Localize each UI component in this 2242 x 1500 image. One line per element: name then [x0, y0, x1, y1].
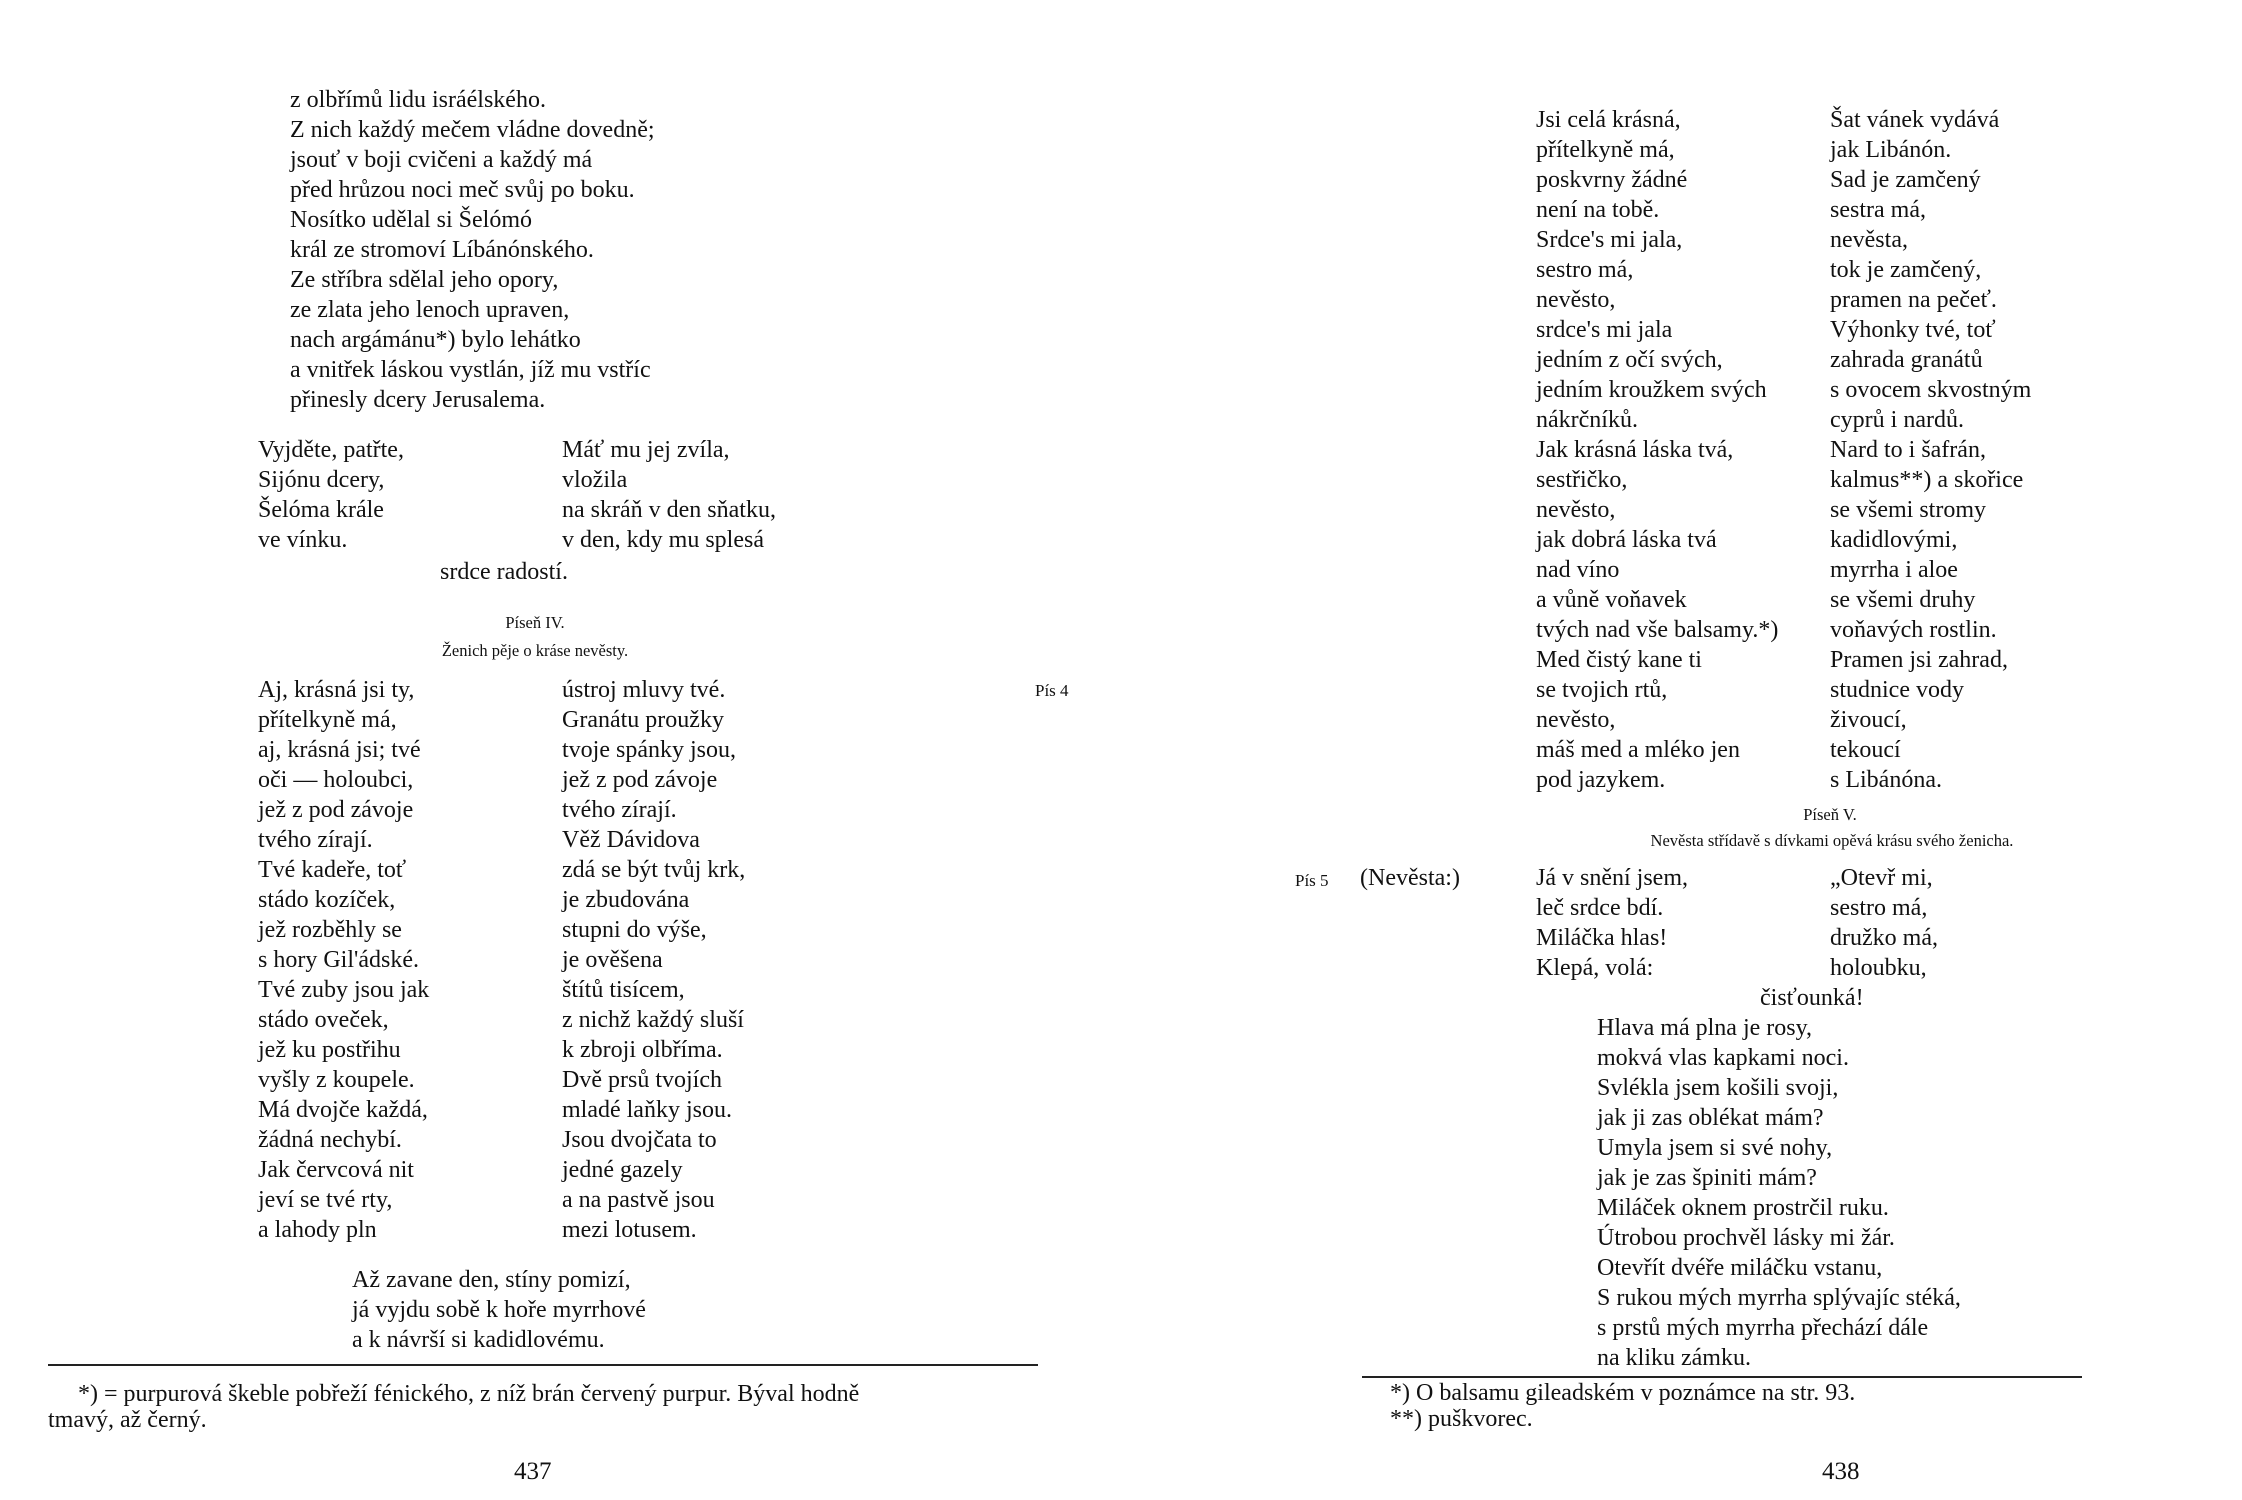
verse-line: z nichž každý sluší — [562, 1007, 744, 1033]
verse-line: jež z pod závoje — [562, 767, 718, 793]
verse-line: Srdce's mi jala, — [1536, 227, 1683, 253]
right-dialog-right-column — [1830, 863, 1938, 983]
left-song-right-column — [562, 675, 745, 1245]
verse-line: není na tobě. — [1536, 197, 1660, 223]
verse-line: na kliku zámku. — [1597, 1345, 1751, 1371]
verse-line: nákrčníků. — [1536, 407, 1638, 433]
verse-line: tvoje spánky jsou, — [562, 737, 736, 763]
verse-line: družko má, — [1830, 925, 1938, 951]
verse-line: Ze stříbra sdělal jeho opory, — [290, 267, 559, 293]
verse-line: jež z pod závoje — [258, 797, 414, 823]
verse-line: Svlékla jsem košili svoji, — [1597, 1075, 1839, 1101]
verse-line: se všemi druhy — [1830, 587, 1976, 613]
song-title-iv: Píseň IV. — [505, 613, 565, 632]
verse-line: Máť mu jej zvíla, — [562, 437, 730, 463]
verse-line: Šelóma krále — [258, 497, 384, 523]
verse-line: nevěsta, — [1830, 227, 1908, 253]
verse-line: nach argámánu*) bylo lehátko — [290, 327, 581, 353]
right-closing-verse — [1597, 1013, 1961, 1373]
verse-line: jež ku postřihu — [258, 1037, 401, 1063]
verse-line: v den, kdy mu splesá — [562, 527, 764, 553]
verse-line: mezi lotusem. — [562, 1217, 697, 1243]
verse-line: vyšly z koupele. — [258, 1067, 415, 1093]
verse-line: Aj, krásná jsi ty, — [258, 677, 415, 703]
verse-line: s ovocem skvostným — [1830, 377, 2032, 403]
verse-line: sestřičko, — [1536, 467, 1628, 493]
footnote-line: tmavý, až černý. — [48, 1407, 207, 1433]
left-stanza-end: srdce radostí. — [440, 559, 568, 585]
verse-line: Až zavane den, stíny pomizí, — [352, 1267, 631, 1293]
left-footnote-rule — [48, 1364, 1038, 1366]
right-dialog-left-column — [1536, 863, 1688, 983]
verse-line: stádo oveček, — [258, 1007, 389, 1033]
verse-line: aj, krásná jsi; tvé — [258, 737, 421, 763]
left-stanza-right-column — [562, 435, 776, 555]
verse-line: Věž Dávidova — [562, 827, 700, 853]
left-footnote — [48, 1381, 860, 1433]
verse-line: cyprů i nardů. — [1830, 407, 1964, 433]
verse-line: s hory Gil'ádské. — [258, 947, 419, 973]
verse-line: stupni do výše, — [562, 917, 707, 943]
verse-line: Jak červcová nit — [258, 1157, 414, 1183]
verse-line: Nosítko udělal si Šelómó — [290, 207, 532, 233]
verse-line: nad víno — [1536, 557, 1620, 583]
verse-line: jak Libánón. — [1830, 137, 1952, 163]
page-number-right: 438 — [1822, 1458, 1860, 1485]
verse-line: štítů tisícem, — [562, 977, 685, 1003]
verse-line: přítelkyně má, — [1536, 137, 1675, 163]
verse-line: jedním z očí svých, — [1536, 347, 1723, 373]
verse-line: ve vínku. — [258, 527, 348, 553]
verse-line: a na pastvě jsou — [562, 1187, 715, 1213]
verse-line: sestro má, — [1830, 895, 1928, 921]
verse-line: Já v snění jsem, — [1536, 865, 1688, 891]
footnote-line: **) puškvorec. — [1390, 1406, 1533, 1432]
verse-line: je ověšena — [562, 947, 663, 973]
verse-line: na skráň v den sňatku, — [562, 497, 776, 523]
verse-line: kalmus**) a skořice — [1830, 467, 2024, 493]
verse-line: Miláčka hlas! — [1536, 925, 1668, 951]
page-number-left: 437 — [514, 1458, 552, 1485]
verse-line: oči — holoubci, — [258, 767, 414, 793]
verse-line: Umyla jsem si své nohy, — [1597, 1135, 1833, 1161]
verse-line: Jsou dvojčata to — [562, 1127, 717, 1153]
verse-line: Hlava má plna je rosy, — [1597, 1015, 1813, 1041]
verse-line: já vyjdu sobě k hoře myrrhové — [352, 1297, 646, 1323]
verse-line: se tvojich rtů, — [1536, 677, 1668, 703]
right-dialog-end: čisťounká! — [1760, 985, 1864, 1011]
verse-line: k zbroji olbříma. — [562, 1037, 723, 1063]
verse-line: Med čistý kane ti — [1536, 647, 1702, 673]
song-subtitle-v: Nevěsta střídavě s dívkami opěvá krásu svého ženicha. — [1650, 831, 2014, 850]
speaker-label: (Nevěsta:) — [1360, 865, 1460, 891]
verse-line: kadidlovými, — [1830, 527, 1958, 553]
verse-line: Jsi celá krásná, — [1536, 107, 1681, 133]
verse-line: před hrůzou noci meč svůj po boku. — [290, 177, 635, 203]
verse-line: holoubku, — [1830, 955, 1927, 981]
song-subtitle-iv: Ženich pěje o kráse nevěsty. — [441, 641, 629, 660]
right-footnote — [1390, 1380, 1855, 1432]
verse-line: Jak krásná láska tvá, — [1536, 437, 1734, 463]
verse-line: a k návrší si kadidlovému. — [352, 1327, 605, 1353]
verse-line: přinesly dcery Jerusalema. — [290, 387, 546, 413]
verse-line: žádná nechybí. — [258, 1127, 402, 1153]
verse-line: stádo kozíček, — [258, 887, 396, 913]
verse-line: Tvé kadeře, toť — [258, 857, 407, 883]
verse-line: voňavých rostlin. — [1830, 617, 1997, 643]
verse-line: Dvě prsů tvojích — [562, 1067, 722, 1093]
left-song-left-column — [258, 675, 429, 1245]
verse-line: studnice vody — [1830, 677, 1964, 703]
verse-line: pod jazykem. — [1536, 767, 1666, 793]
verse-line: tok je zamčený, — [1830, 257, 1982, 283]
verse-line: tvého zírají. — [258, 827, 373, 853]
footnote-line: *) O balsamu gileadském v poznámce na str. 93. — [1390, 1380, 1856, 1406]
margin-note-pis5: Pís 5 — [1295, 871, 1329, 890]
verse-line: z olbřímů lidu isráélského. — [290, 87, 546, 113]
verse-line: s Libánóna. — [1830, 767, 1942, 793]
verse-line: Otevřít dvéře miláčku vstanu, — [1597, 1255, 1883, 1281]
verse-line: „Otevř mi, — [1830, 865, 1933, 891]
verse-line: tvého zírají. — [562, 797, 677, 823]
verse-line: Sijónu dcery, — [258, 467, 385, 493]
verse-line: se všemi stromy — [1830, 497, 1986, 523]
verse-line: nevěsto, — [1536, 497, 1616, 523]
verse-line: živoucí, — [1830, 707, 1907, 733]
verse-line: jsouť v boji cvičeni a každý má — [290, 147, 593, 173]
verse-line: Klepá, volá: — [1536, 955, 1654, 981]
verse-line: sestro má, — [1536, 257, 1634, 283]
verse-line: Miláček oknem prostrčil ruku. — [1597, 1195, 1889, 1221]
verse-line: a vůně voňavek — [1536, 587, 1687, 613]
left-closing-verse — [352, 1265, 646, 1355]
verse-line: myrrha i aloe — [1830, 557, 1958, 583]
left-stanza-left-column — [258, 435, 404, 555]
verse-line: mokvá vlas kapkami noci. — [1597, 1045, 1849, 1071]
verse-line: ze zlata jeho lenoch upraven, — [290, 297, 570, 323]
verse-line: jeví se tvé rty, — [258, 1187, 393, 1213]
verse-line: poskvrny žádné — [1536, 167, 1688, 193]
verse-line: srdce's mi jala — [1536, 317, 1673, 343]
verse-line: Výhonky tvé, toť — [1830, 317, 1996, 343]
verse-line: máš med a mléko jen — [1536, 737, 1740, 763]
verse-line: S rukou mých myrrha splývajíc stéká, — [1597, 1285, 1961, 1311]
verse-line: s prstů mých myrrha přechází dále — [1597, 1315, 1929, 1341]
verse-line: nevěsto, — [1536, 707, 1616, 733]
verse-line: nevěsto, — [1536, 287, 1616, 313]
verse-line: tekoucí — [1830, 737, 1901, 763]
verse-line: jak ji zas oblékat mám? — [1597, 1105, 1824, 1131]
right-footnote-rule — [1362, 1376, 2082, 1378]
verse-line: Útrobou prochvěl lásky mi žár. — [1597, 1225, 1895, 1251]
verse-line: zdá se být tvůj krk, — [562, 857, 746, 883]
verse-line: Nard to i šafrán, — [1830, 437, 1986, 463]
margin-note-pis4: Pís 4 — [1035, 681, 1069, 700]
verse-line: Pramen jsi zahrad, — [1830, 647, 2008, 673]
verse-line: leč srdce bdí. — [1536, 895, 1664, 921]
verse-line: vložila — [562, 467, 628, 493]
verse-line: sestra má, — [1830, 197, 1926, 223]
verse-line: Tvé zuby jsou jak — [258, 977, 430, 1003]
verse-line: král ze stromoví Líbánónského. — [290, 237, 594, 263]
verse-line: Má dvojče každá, — [258, 1097, 428, 1123]
verse-line: jedním kroužkem svých — [1536, 377, 1767, 403]
verse-line: ústroj mluvy tvé. — [562, 677, 726, 703]
verse-line: Z nich každý mečem vládne dovedně; — [290, 117, 655, 143]
verse-line: Vyjděte, patřte, — [258, 437, 404, 463]
verse-line: jež rozběhly se — [258, 917, 402, 943]
right-song-left-column — [1536, 105, 1778, 795]
verse-line: jak dobrá láska tvá — [1536, 527, 1717, 553]
verse-line: Šat vánek vydává — [1830, 107, 2000, 133]
verse-line: jedné gazely — [562, 1157, 683, 1183]
song-title-v: Píseň V. — [1803, 805, 1857, 824]
footnote-line: *) = purpurová škeble pobřeží fénického, z níž brán červený purpur. Býval hodně — [78, 1381, 860, 1407]
verse-line: a vnitřek láskou vystlán, jíž mu vstříc — [290, 357, 651, 383]
verse-line: přítelkyně má, — [258, 707, 397, 733]
verse-line: tvých nad vše balsamy.*) — [1536, 617, 1779, 643]
verse-line: Granátu proužky — [562, 707, 724, 733]
verse-line: mladé laňky jsou. — [562, 1097, 732, 1123]
verse-line: jak je zas špiniti mám? — [1597, 1165, 1817, 1191]
verse-line: zahrada granátů — [1830, 347, 1983, 373]
right-song-right-column — [1830, 105, 2031, 795]
verse-line: a lahody pln — [258, 1217, 377, 1243]
left-top-verse — [290, 85, 655, 415]
verse-line: je zbudována — [562, 887, 690, 913]
verse-line: Sad je zamčený — [1830, 167, 1981, 193]
verse-line: pramen na pečeť. — [1830, 287, 1997, 313]
